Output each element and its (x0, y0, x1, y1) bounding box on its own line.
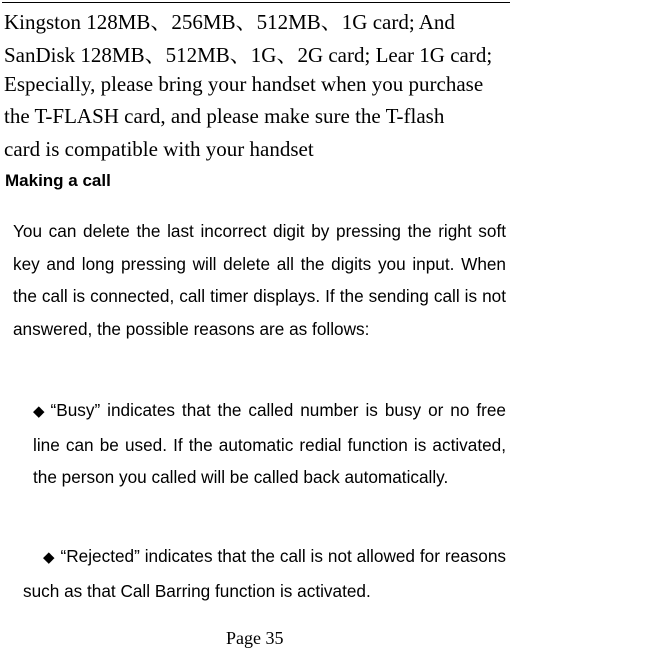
diamond-bullet-icon: ◆ (43, 549, 55, 566)
card-line-1: Kingston 128MB、256MB、512MB、1G card; And (4, 10, 455, 34)
section-heading: Making a call (5, 171, 111, 190)
top-rule (2, 2, 510, 3)
diamond-bullet-icon: ◆ (33, 403, 45, 420)
card-line-3: Especially, please bring your handset when you purchase (4, 72, 484, 96)
bullet-text: “Rejected” indicates that the call is not allowed for reasons such as that Call Barring function is activated. (23, 546, 506, 601)
card-line-2: SanDisk 128MB、512MB、1G、2G card; Lear 1G card; (4, 43, 493, 67)
card-line-4: the T-FLASH card, and please make sure the T-flash (4, 104, 445, 128)
bullet-item-rejected (23, 540, 506, 607)
bullet-item-busy (33, 394, 506, 494)
bullet-text: “Busy” indicates that the called number is busy or no free line can be used. If the automatic redial function is activated, the person you called will be called back automatically. (33, 400, 506, 487)
body-paragraph: You can delete the last incorrect digit by pressing the right soft key and long pressing will delete all the digits you input. When the call is connected, call timer displays. If the sending call is not answered, the possible reasons are as follows: (13, 221, 506, 339)
card-line-5: card is compatible with your handset (4, 137, 314, 161)
page-number: Page 35 (226, 628, 284, 648)
